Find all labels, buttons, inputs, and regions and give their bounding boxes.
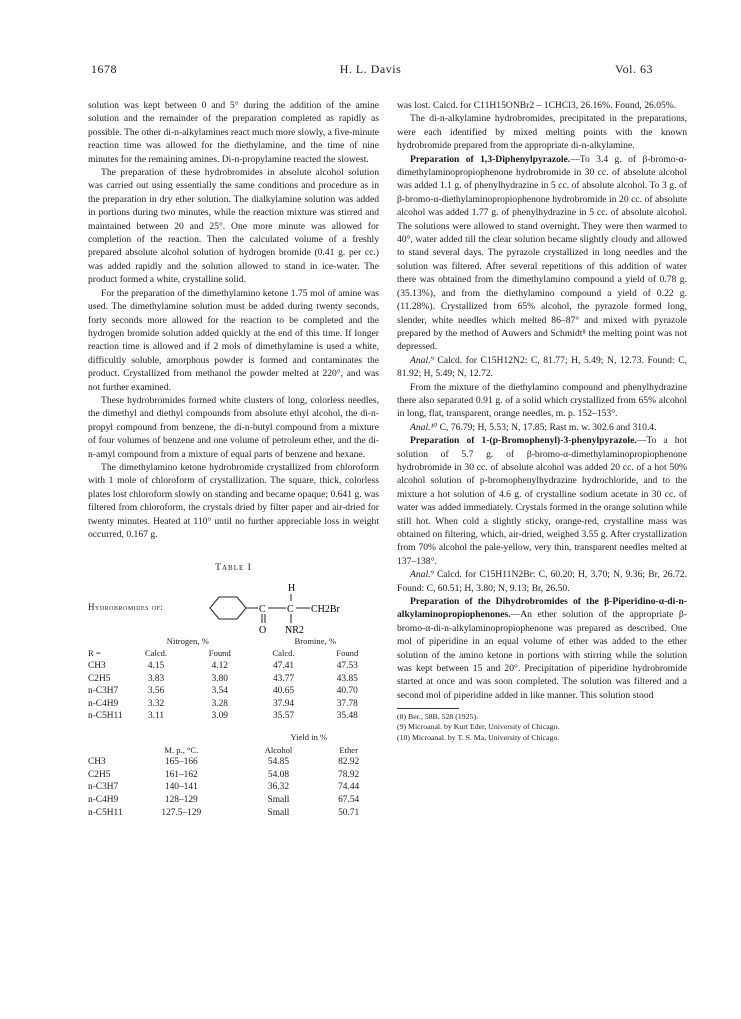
paragraph: From the mixture of the diethylamino compound and phenylhydrazine there also separated 0.91 g. of a solid which crystallized from 65% alcohol in long, flat, transparent, orange needles, m. p. 152–153°. [397, 381, 687, 420]
header-bromine: Bromine, % [294, 635, 336, 646]
header-r: R = [88, 648, 101, 659]
left-column [88, 99, 379, 819]
table-row [88, 807, 379, 820]
paragraph: These hydrobromides formed white clusters of long, colorless needles, the dimethyl and diethyl compounds from absolute ethyl alcohol, the di-n-propyl compound from benzene, the di-n-butyl compound from a mixture of four volumes of benzene and one volume of petroleum ether, and the di-n-amyl compound from a mixture of equal parts of benzene and hexane. [88, 394, 379, 460]
table-cell: 128–129 [164, 794, 198, 805]
paragraph: Preparation of 1-(p-Bromophenyl)-3-phenylpyrazole.—To a hot solution of 5.7 g. of β-bromo-α-dimethylaminopropiophenone hydrobromide in 30 cc. of absolute alcohol was added 20 cc. of a hot 50% alcohol solution of p-bromophenylhydrazine hydrochloride, and to the mixture a hot solution of 4.6 g. of crystalline sodium acetate in 30 cc. of water was added immediately. Crystals formed in the orange solution while still hot. When cold a slightly sticky, orange-red, crystalline mass was obtained on filtering, which, air-dried, weighed 3.55 g. After crystallization from 70% alcohol the pale-yellow, very thin, transparent needles melted at 137–138°. [397, 435, 687, 567]
paragraph: was lost. Calcd. for C11H15ONBr2 – 1CHCl3, 26.16%. Found, 26.05%. [397, 100, 677, 111]
table-row [88, 685, 379, 698]
table-row [88, 673, 379, 686]
paragraph: solution was kept between 0 and 5° during the addition of the amine solution and the remainder of the preparation completed as rapidly as possible. The other di-n-alkylamines react much more slowly, a five-minute reaction time was allowed for the diethylamine, and the time of nine minutes for the remaining amines. Di-n-propylamine reacted the slowest. [88, 100, 379, 165]
paragraph: Anal.⁹ Calcd. for C15H11N2Br: C, 60.20; H, 3.70; N, 9.36; Br, 26.72. Found: C, 60.51; H, 3.80; N, 9.13; Br, 26.50. [397, 569, 687, 594]
table-cell: n-C3H7 [88, 782, 119, 793]
table-cell: 36.32 [267, 782, 290, 793]
table-row [88, 794, 379, 807]
table-cell: 74.44 [338, 782, 360, 793]
header-alcohol: Alcohol [264, 744, 293, 755]
formula-o: O [259, 624, 267, 635]
table-cell: 3.32 [147, 698, 165, 709]
formula-c1: C [259, 603, 266, 615]
table-cell: 54.85 [267, 757, 290, 768]
table-row [88, 698, 379, 711]
data-table-properties [88, 731, 379, 819]
header-mp: M. p., °C. [164, 744, 199, 755]
table-cell: CH3 [88, 757, 106, 768]
table-cell: 3.28 [211, 698, 228, 709]
footnote: (10) Microanal. by T. S. Ma, University of Chicago. [397, 732, 560, 742]
table-row [88, 710, 379, 723]
table-row [88, 756, 379, 769]
table-cell: 50.71 [338, 807, 360, 818]
paragraph: Anal.¹⁰ C, 76.79; H, 5.53; N, 17.85; Rast m. w. 302.6 and 310.4. [410, 421, 657, 433]
analysis-heading: Anal.⁹ [410, 569, 434, 581]
table-cell: n-C4H9 [88, 794, 119, 805]
analysis-heading: Anal.⁹ [410, 354, 434, 366]
table-title: Table I [215, 562, 252, 574]
formula-ch2br: CH2Br [311, 603, 340, 615]
table-cell: Small [267, 807, 290, 818]
paragraph: Anal.⁹ Calcd. for C15H12N2: C, 81.77; H, 5.49; N, 12.73. Found: C, 81.92; H, 5.49; N, 12.72. [397, 354, 687, 380]
header-found: Found [336, 648, 359, 659]
table-cell: 82.92 [338, 757, 360, 768]
table-cell: 37.78 [336, 698, 358, 709]
formula-diagram [206, 581, 376, 635]
paragraph: The preparation of these hydrobromides in absolute alcohol solution was carried out using essentially the same conditions and procedure as in the preparation in dry ether solution. The dialkylamine solution was added in portions during two minutes, while the reaction mixture was stirred and maintained between 20 and 25°. One more minute was allowed for completion of the reaction. Then the calculated volume of a freshly prepared absolute alcohol solution of hydrogen bromide (0.41 g. per cc.) was added rapidly and the solution allowed to stand in ice-water. The product formed a white, crystalline solid. [88, 167, 379, 286]
section-heading: Preparation of the Dihydrobromides of the β-Piperidino-α-di-n-alkylaminopropiophenones. [397, 596, 687, 621]
table-cell: 165–166 [164, 757, 198, 768]
table-cell: 78.92 [338, 769, 360, 780]
table-cell: 4.12 [211, 661, 228, 671]
table-row [88, 660, 379, 673]
formula-nr2: NR2 [285, 624, 304, 635]
table-cell: 3.80 [211, 673, 228, 684]
section-heading: Preparation of 1,3-Diphenylpyrazole. [410, 153, 571, 165]
page-number: 1678 [91, 62, 117, 76]
table-cell: 40.70 [336, 686, 358, 697]
table-cell: 47.41 [272, 661, 295, 671]
formula-h: H [288, 582, 296, 594]
structural-formula [88, 581, 379, 635]
paragraph: The di-n-alkylamine hydrobromides, precipitated in the preparations, were each identified by mixed melting points with the known hydrobromide prepared from the appropriate di-n-alkylamine. [397, 113, 687, 152]
table-cell: n-C4H9 [88, 698, 119, 709]
table-cell: 140–141 [164, 782, 198, 793]
table-cell: 43.77 [272, 673, 295, 684]
table-cell: Small [267, 794, 290, 805]
table-row [88, 769, 379, 782]
paragraph: The dimethylamino ketone hydrobromide crystallized from chloroform with 1 mole of chloroform of crystallization. The square, thick, colorless plates lost chloroform slowly on standing and became opaque; 0.641 g. was filtered from chloroform, the crystals dried by filter paper and air-dried for twenty minutes. Heated at 110° until no further appreciable loss in weight occurred, 0.167 g. [88, 461, 379, 540]
right-column [397, 99, 687, 743]
header-nitrogen: Nitrogen, % [166, 635, 209, 646]
header-calcd: Calcd. [272, 648, 295, 659]
table-cell: 3.11 [148, 711, 165, 722]
paragraph: Preparation of 1,3-Diphenylpyrazole.—To 3.4 g. of β-bromo-α-dimethylaminopropiophenone hydrobromide in 30 cc. of absolute alcohol was added 1.1 g. of phenylhydrazine in 5 cc. of absolute alcohol. To 3 g. of β-bromo-α-diethylaminopropiophenone hydrobromide in 20 cc. of absolute alcohol was added 1.77 g. of phenylhydrazine in 5 cc. of absolute alcohol. The solutions were allowed to stand overnight. They were then warmed to 40°, water added till the clear solution became slightly cloudy and allowed to stand several days. The pyrazole crystallized in long needles and the solution was filtered. After several repetitions of this addition of water there was obtained from the dimethylamino compound a yield of 0.78 g. (35.13%), and from the diethylamino compound a yield of 0.22 g. (11.28%). Crystallized from 65% alcohol, the pyrazole formed long, slender, white needles which melted 86–87° and mixed with pyrazole prepared by the method of Auwers and Schmidt⁸ the melting point was not depressed. [397, 153, 687, 353]
table-label: Hydrobromides of: [88, 601, 164, 612]
section-heading: Preparation of 1-(p-Bromophenyl)-3-phenylpyrazole. [410, 435, 637, 447]
table-cell: 3.09 [211, 711, 228, 722]
table-cell: 161–162 [164, 769, 198, 780]
table-cell: 127.5–129 [161, 807, 202, 818]
table-cell: 3.54 [211, 686, 228, 697]
running-author: H. L. Davis [339, 62, 402, 76]
table-cell: 47.53 [336, 661, 358, 671]
volume-number: Vol. 63 [615, 62, 653, 76]
table-cell: 35.57 [272, 711, 295, 722]
table-cell: 43.85 [336, 673, 358, 684]
table-row [88, 781, 379, 794]
data-table-analysis [88, 635, 379, 723]
footnote-rule [397, 708, 459, 709]
table-cell: 54.08 [267, 769, 290, 780]
paragraph: For the preparation of the dimethylamino ketone 1.75 mol of amine was used. The dimethylamine solution must be added during twenty seconds, forty seconds more allowed for the reaction to be completed and the hydrogen bromide solution added quickly at the end of this time. If longer reaction time is allowed and if 2 mols of dimethylamine is used a white, difficultly soluble, amorphous powder is formed and contaminates the product. Crystallized from methanol the powder melted at 220°, and was not further examined. [88, 287, 379, 393]
table-cell: n-C5H11 [88, 711, 123, 722]
header-yield: Yield in % [290, 731, 328, 742]
table-cell: 67.54 [338, 794, 360, 805]
table-cell: n-C3H7 [88, 686, 119, 697]
header-found: Found [208, 648, 231, 659]
table-cell: 40.65 [272, 686, 295, 697]
paragraph: Preparation of the Dihydrobromides of the β-Piperidino-α-di-n-alkylaminopropiophenones.—An ether solution of the appropriate β-bromo-α-di-n-alkylaminopropiophenone was prepared as described. One mol of piperidine in an equal volume of ether was added to the ether solution of the amino ketone in portions with stirring while the solution was kept between 15 and 20°. Precipitation of piperidine hydrobromide started at once and was soon completed. The solution was filtered and a second mol of piperidine added in like manner. This solution stood [397, 596, 687, 701]
table-cell: 3.56 [147, 686, 165, 697]
header-ether: Ether [339, 744, 358, 755]
table-cell: 4.15 [147, 661, 165, 671]
table-cell: n-C5H11 [88, 807, 123, 818]
analysis-heading: Anal.¹⁰ [410, 421, 438, 433]
running-header [0, 62, 741, 78]
table-cell: 35.48 [336, 711, 358, 722]
table-cell: 37.94 [272, 698, 295, 709]
table-cell: C2H5 [88, 673, 111, 684]
header-calcd: Calcd. [144, 648, 168, 659]
footnote: (9) Microanal. by Kurt Eder, University of Chicago. [397, 722, 560, 732]
footnote: (8) Ber., 58B, 528 (1925). [397, 712, 478, 722]
formula-c2: C [287, 603, 294, 615]
table-cell: CH3 [88, 661, 106, 671]
table-cell: 3.83 [147, 673, 165, 684]
table-cell: C2H5 [88, 769, 111, 780]
